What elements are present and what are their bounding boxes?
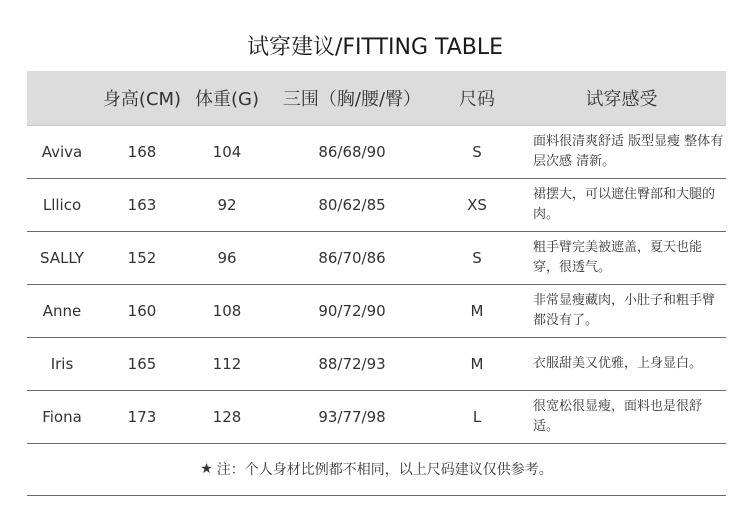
cell-measurements: 86/70/86 [318, 249, 386, 267]
cell-height: 165 [127, 355, 157, 373]
cell-size: S [472, 249, 482, 267]
cell-weight: 108 [212, 302, 242, 320]
table-row [27, 232, 726, 285]
table-row [27, 338, 726, 391]
cell-measurements: 86/68/90 [318, 143, 386, 161]
header-height: 身高(CM) [102, 89, 182, 110]
cell-weight: 96 [217, 249, 237, 267]
fitting-table [27, 71, 726, 444]
cell-height: 160 [127, 302, 157, 320]
cell-feedback: 面料很清爽舒适 版型显瘦 整体有层次感 清新。 [533, 134, 724, 169]
cell-feedback: 衣服甜美又优雅，上身显白。 [533, 356, 703, 371]
cell-feedback: 很宽松很显瘦，面料也是很舒适。 [533, 399, 703, 434]
table-header [27, 71, 726, 126]
cell-name: Lllico [42, 196, 82, 214]
cell-name: Fiona [42, 408, 82, 426]
cell-weight: 92 [217, 196, 237, 214]
header-feedback: 试穿感受 [585, 89, 658, 110]
cell-height: 173 [127, 408, 157, 426]
header-size: 尺码 [459, 89, 495, 110]
table-row [27, 179, 726, 232]
cell-name: SALLY [40, 249, 84, 267]
note-text: 注：个人身材比例都不相同，以上尺码建议仅供参考。 [216, 462, 553, 478]
disclaimer-note [27, 443, 726, 496]
cell-height: 163 [127, 196, 157, 214]
cell-size: M [470, 355, 484, 373]
cell-size: L [472, 408, 482, 426]
cell-name: Iris [50, 355, 74, 373]
cell-size: XS [467, 196, 487, 214]
cell-measurements: 88/72/93 [318, 355, 386, 373]
cell-weight: 128 [212, 408, 242, 426]
cell-size: S [472, 143, 482, 161]
table-row [27, 285, 726, 338]
cell-feedback: 粗手臂完美被遮盖，夏天也能穿，很透气。 [533, 240, 703, 275]
cell-measurements: 80/62/85 [318, 196, 386, 214]
table-row [27, 126, 726, 179]
page-title: 试穿建议/FITTING TABLE [246, 35, 504, 60]
cell-name: Aviva [41, 143, 83, 161]
cell-size: M [470, 302, 484, 320]
cell-feedback: 裙摆大，可以遮住臀部和大腿的肉。 [533, 187, 716, 222]
cell-measurements: 93/77/98 [318, 408, 386, 426]
header-weight: 体重(G) [195, 89, 259, 110]
cell-feedback: 非常显瘦藏肉，小肚子和粗手臂都没有了。 [533, 293, 716, 328]
cell-name: Anne [42, 302, 82, 320]
cell-weight: 104 [212, 143, 242, 161]
header-measurements: 三围（胸/腰/臀） [282, 89, 422, 110]
cell-height: 168 [127, 143, 157, 161]
cell-measurements: 90/72/90 [318, 302, 386, 320]
cell-weight: 112 [212, 355, 242, 373]
table-row [27, 391, 726, 444]
star-icon: ★ [200, 461, 213, 477]
cell-height: 152 [127, 249, 157, 267]
